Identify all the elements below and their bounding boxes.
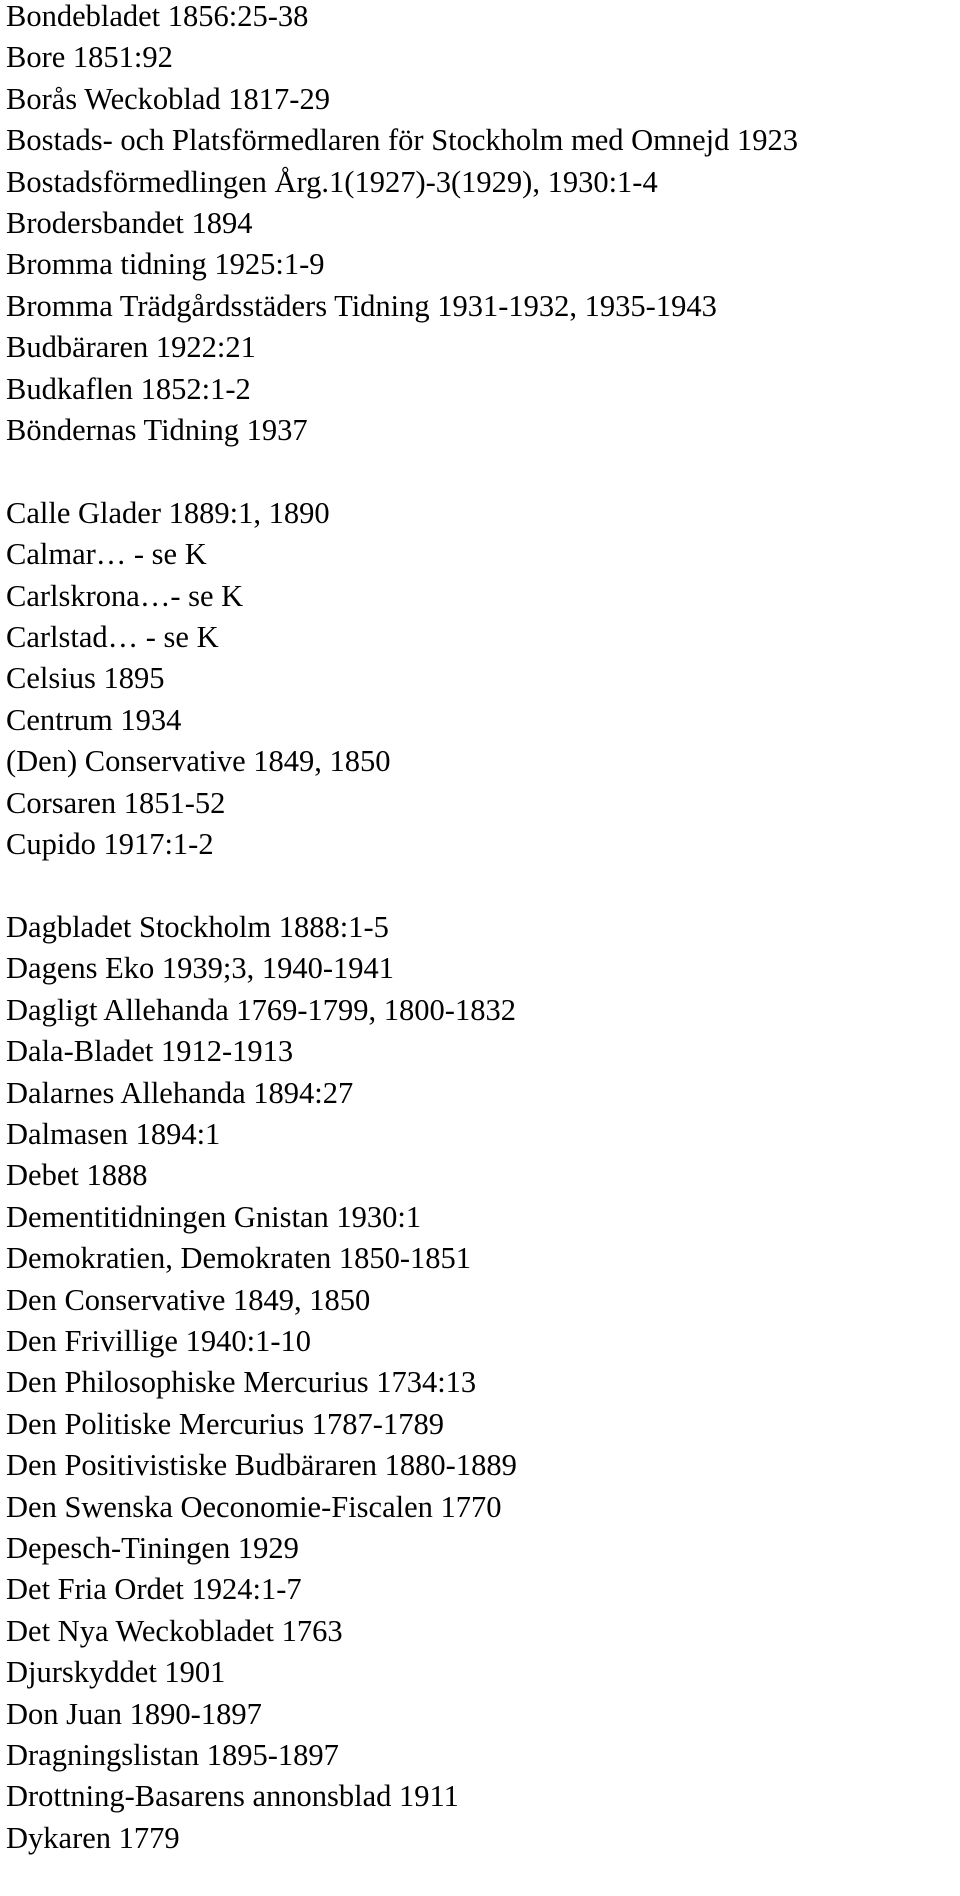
index-entry: Bore 1851:92 [6, 40, 173, 75]
index-entry: Calmar… - se K [6, 537, 207, 572]
index-entry: Bondebladet 1856:25-38 [6, 0, 309, 33]
index-entry: Den Frivillige 1940:1-10 [6, 1323, 311, 1358]
index-group-b [6, 0, 956, 451]
index-entry: Den Conservative 1849, 1850 [6, 1282, 371, 1317]
index-entry: Budkaflen 1852:1-2 [6, 371, 251, 406]
index-entry: Corsaren 1851-52 [6, 785, 226, 820]
index-entry: Debet 1888 [6, 1158, 148, 1193]
index-entry: Den Swenska Oeconomie-Fiscalen 1770 [6, 1489, 502, 1524]
index-entry: Dala-Bladet 1912-1913 [6, 1034, 294, 1069]
index-entry: Bromma Trädgårdsstäders Tidning 1931-1932, 1935-1943 [6, 288, 717, 323]
index-entry: Drottning-Basarens annonsblad 1911 [6, 1779, 459, 1814]
index-entry: Centrum 1934 [6, 702, 182, 737]
index-entry: Dalarnes Allehanda 1894:27 [6, 1075, 354, 1110]
index-entry: Dagligt Allehanda 1769-1799, 1800-1832 [6, 992, 516, 1027]
newspaper-index-page [6, 0, 956, 1859]
index-entry: Det Nya Weckobladet 1763 [6, 1613, 343, 1648]
index-entry: Bromma tidning 1925:1-9 [6, 247, 325, 282]
index-entry: Cupido 1917:1-2 [6, 827, 214, 862]
index-entry: Carlskrona…- se K [6, 578, 244, 613]
index-group-d [6, 907, 956, 1859]
index-entry: Calle Glader 1889:1, 1890 [6, 495, 330, 530]
index-entry: Dalmasen 1894:1 [6, 1116, 221, 1151]
index-entry: Don Juan 1890-1897 [6, 1696, 262, 1731]
group-separator [6, 451, 956, 492]
index-entry: Brodersbandet 1894 [6, 206, 253, 241]
index-entry: Dagens Eko 1939;3, 1940-1941 [6, 951, 394, 986]
index-entry: Bostadsförmedlingen Årg.1(1927)-3(1929), 1930:1-4 [6, 164, 658, 199]
index-groups [6, 0, 956, 1859]
index-entry: Den Politiske Mercurius 1787-1789 [6, 1406, 444, 1441]
index-entry: Bostads- och Platsförmedlaren för Stockholm med Omnejd 1923 [6, 123, 799, 158]
index-entry: Det Fria Ordet 1924:1-7 [6, 1572, 302, 1607]
index-entry: Dragningslistan 1895-1897 [6, 1738, 339, 1773]
index-entry: Budbäraren 1922:21 [6, 330, 256, 365]
index-entry: Djurskyddet 1901 [6, 1655, 226, 1690]
group-separator [6, 866, 956, 907]
index-entry: Carlstad… - se K [6, 620, 219, 655]
index-group-c [6, 493, 956, 866]
index-entry: Celsius 1895 [6, 661, 165, 696]
index-entry: Dykaren 1779 [6, 1820, 180, 1855]
index-entry: Dementitidningen Gnistan 1930:1 [6, 1199, 422, 1234]
index-entry: Borås Weckoblad 1817-29 [6, 81, 330, 116]
index-entry: Den Philosophiske Mercurius 1734:13 [6, 1365, 477, 1400]
index-entry: Depesch-Tiningen 1929 [6, 1531, 299, 1565]
index-entry: Dagbladet Stockholm 1888:1-5 [6, 909, 389, 944]
index-entry: Böndernas Tidning 1937 [6, 413, 308, 448]
index-entry: Demokratien, Demokraten 1850-1851 [6, 1241, 471, 1276]
index-entry: (Den) Conservative 1849, 1850 [6, 744, 391, 779]
index-entry: Den Positivistiske Budbäraren 1880-1889 [6, 1448, 517, 1483]
